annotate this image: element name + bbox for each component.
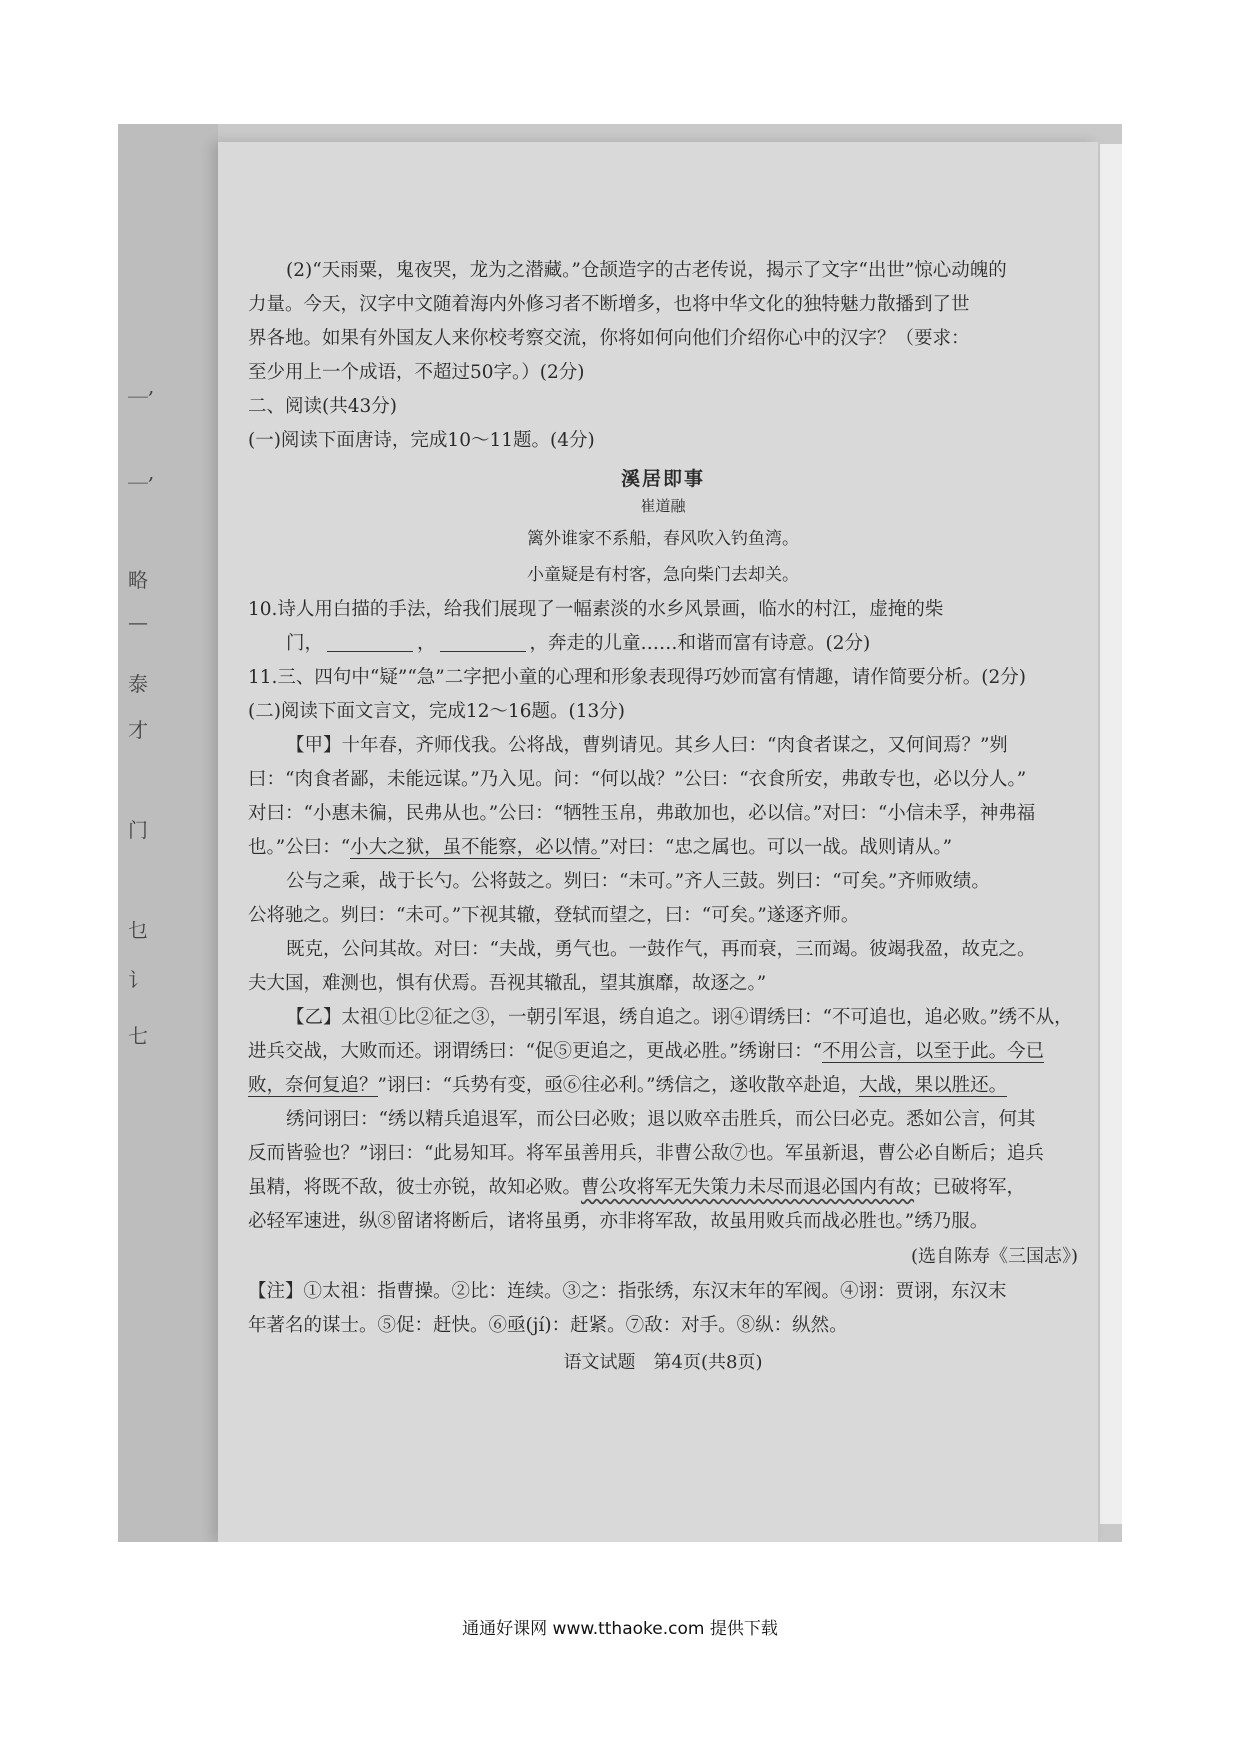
passage-jia-line: 既克，公问其故。对曰：“夫战，勇气也。一鼓作气，再而衰，三而竭。彼竭我盈，故克之。 — [286, 939, 1036, 960]
question-2-line: 力量。今天，汉字中文随着海内外修习者不断增多，也将中华文化的独特魅力散播到了世 — [248, 294, 970, 315]
part-2-intro: (二)阅读下面文言文，完成12～16题。(13分) — [248, 701, 625, 722]
passage-yi-line: 绣问诩曰：“绣以精兵追退军，而公曰必败；退以败卒击胜兵，而公曰必克。悉如公言，何其 — [286, 1109, 1036, 1130]
question-10: 10.诗人用白描的手法，给我们展现了一幅素淡的水乡风景画，临水的村江，虚掩的柴 — [248, 599, 944, 620]
answer-blank[interactable] — [440, 633, 526, 652]
margin-fragment: 泰 — [128, 672, 148, 696]
passage-yi-line: 反而皆验也？”诩曰：“此易知耳。将军虽善用兵，非曹公敌⑦也。军虽新退，曹公必自断后；追兵 — [248, 1143, 1044, 1164]
previous-page-edge — [118, 124, 218, 1542]
site-footer: 通通好课网 www.tthaoke.com 提供下载 — [462, 1619, 778, 1639]
notes-line: 【注】①太祖：指曹操。②比：连续。③之：指张绣，东汉末年的军阀。④诩：贾诩，东汉末 — [248, 1281, 1007, 1302]
passage-yi-line: 败，奈何复追？”诩曰：“兵势有变，亟⑥往必利。”绣信之，遂收散卒赴追，大战，果以胜还。 — [248, 1075, 1008, 1096]
underlined-sentence: 不用公言，以至于此。今已 — [822, 1041, 1045, 1062]
notes-line: 年著名的谋士。⑤促：赶快。⑥亟(jí)：赶紧。⑦敌：对手。⑧纵：纵然。 — [248, 1315, 848, 1336]
passage-jia-line: 曰：“肉食者鄙，未能远谋。”乃入见。问：“何以战？”公曰：“衣食所安，弗敢专也，必以分人。” — [248, 769, 1027, 790]
exam-content — [248, 254, 1078, 1381]
margin-fragment: __, — [128, 374, 155, 398]
passage-yi-line: 【乙】太祖①比②征之③，一朝引军退，绣自追之。诩④谓绣曰：“不可追也，追必败。”绣不从， — [286, 1007, 1073, 1028]
margin-fragment: 讠 — [128, 968, 148, 992]
passage-yi-line: 必轻军速进，纵⑧留诸将断后，诸将虽勇，亦非将军敌，故虽用败兵而战必胜也。”绣乃服。 — [248, 1211, 989, 1232]
question-11: 11.三、四句中“疑”“急”二字把小童的心理和形象表现得巧妙而富有情趣，请作简要分析。(2分) — [248, 667, 1026, 688]
margin-fragment: __, — [128, 460, 155, 484]
question-2-line: (2)“天雨粟，鬼夜哭，龙为之潜藏。”仓颉造字的古老传说，揭示了文字“出世”惊心动魄的 — [286, 260, 1007, 281]
question-2-line: 界各地。如果有外国友人来你校考察交流，你将如何向他们介绍你心中的汉字？（要求： — [248, 328, 970, 349]
page-number: 语文试题 第4页(共8页) — [563, 1352, 763, 1373]
underlined-sentence: 小大之狱，虽不能察，必以情。 — [350, 837, 600, 858]
margin-fragment: 略 — [128, 568, 148, 592]
poem-title: 溪居即事 — [620, 468, 705, 490]
underlined-sentence: 败，奈何复追？ — [248, 1075, 378, 1096]
passage-yi-line: 虽精，将既不敌，彼士亦锐，故知必败。曹公攻将军无失策力未尽而退必国内有故；已破将军， — [248, 1177, 1026, 1198]
margin-fragment: 乜 — [128, 918, 148, 942]
question-2-line: 至少用上一个成语，不超过50字。）(2分) — [248, 362, 585, 383]
passage-jia-line: 夫大国，难测也，惧有伏焉。吾视其辙乱，望其旗靡，故逐之。” — [248, 973, 767, 994]
passage-yi-line: 进兵交战，大败而还。诩谓绣曰：“促⑤更追之，更战必胜。”绣谢曰：“不用公言，以至于此。今已 — [248, 1041, 1045, 1062]
answer-blank[interactable] — [327, 633, 413, 652]
scanned-photo — [118, 124, 1122, 1542]
wavy-underlined-sentence: 曹公攻将军无失策力未尽而退必国内有故 — [581, 1177, 915, 1198]
passage-jia-line: 也。”公曰：“小大之狱，虽不能察，必以情。”对曰：“忠之属也。可以一战。战则请从。” — [248, 837, 953, 858]
passage-jia-line: 公与之乘，战于长勺。公将鼓之。刿曰：“未可。”齐人三鼓。刿曰：“可矣。”齐师败绩。 — [286, 871, 990, 892]
margin-fragment: 七 — [128, 1024, 148, 1048]
margin-fragment: — — [128, 610, 148, 634]
poem-line: 小童疑是有村客，急向柴门去却关。 — [527, 565, 799, 585]
question-10-blanks: 门， ， ，奔走的儿童……和谐而富有诗意。(2分) — [286, 633, 871, 654]
poem-line: 篱外谁家不系船，春风吹入钓鱼湾。 — [527, 529, 799, 549]
passage-jia-line: 公将驰之。刿曰：“未可。”下视其辙，登轼而望之，曰：“可矣。”遂逐齐师。 — [248, 905, 860, 926]
underlined-sentence: 大战，果以胜还。 — [859, 1075, 1008, 1096]
poem-author: 崔道融 — [640, 497, 686, 515]
part-1-intro: (一)阅读下面唐诗，完成10～11题。(4分) — [248, 430, 595, 451]
passage-jia-line: 对曰：“小惠未徧，民弗从也。”公曰：“牺牲玉帛，弗敢加也，必以信。”对曰：“小信未孚，神弗福 — [248, 803, 1036, 824]
margin-fragment: 才 — [128, 718, 148, 742]
passage-jia-line: 【甲】十年春，齐师伐我。公将战，曹刿请见。其乡人曰：“肉食者谋之，又何间焉？”刿 — [286, 735, 1008, 756]
section-heading-reading: 二、阅读(共43分) — [248, 396, 397, 417]
margin-fragment: 门 — [128, 818, 148, 842]
next-page-edge — [1100, 144, 1122, 1524]
source-citation: (选自陈寿《三国志》) — [910, 1246, 1078, 1267]
